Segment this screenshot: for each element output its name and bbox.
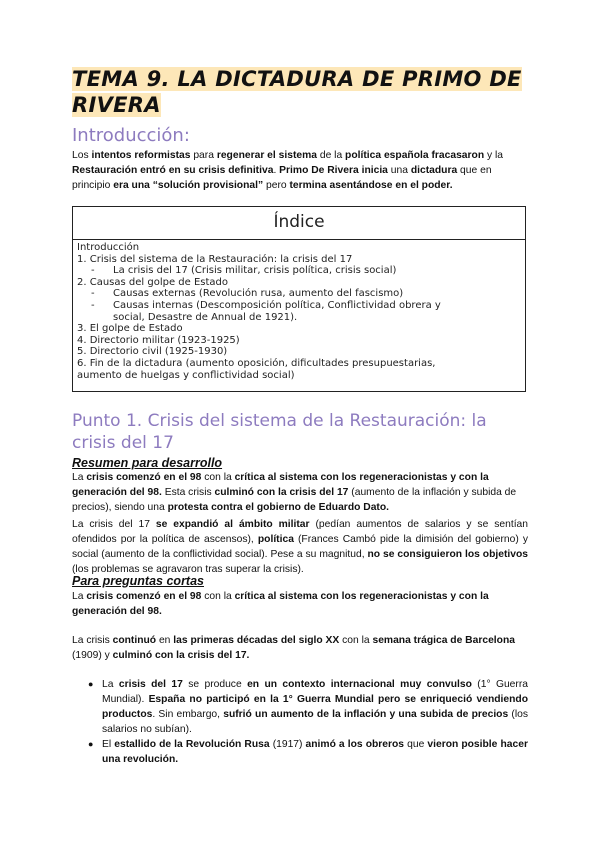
text-run: termina asentándose en el poder. <box>289 180 453 191</box>
text-run: La <box>72 591 87 602</box>
index-item-text: 1. Crisis del sistema de la Restauración: la crisis del 17 <box>77 253 353 265</box>
text-run: animó a los obreros <box>305 739 405 750</box>
bullet-item-2 <box>88 737 528 767</box>
index-item-text: 4. Directorio militar (1923-1925) <box>77 334 240 346</box>
bullet-item-1 <box>88 677 528 737</box>
text-run: (pedían aumentos de salarios y se sentían ofendidos por la política de ascensos), <box>72 519 529 545</box>
text-run: crisis comenzó en el 98 <box>86 591 202 602</box>
text-run: Los <box>72 150 92 161</box>
index-item-text: 6. Fin de la dictadura (aumento oposición, dificultades presupuestarias, <box>77 357 436 369</box>
index-title: Índice <box>273 212 325 232</box>
short-paragraph-2 <box>72 633 528 663</box>
dash-icon: - <box>91 299 95 311</box>
index-item-text: Causas internas (Descomposición política, Conflictividad obrera y <box>113 299 441 311</box>
intro-paragraph <box>72 148 532 193</box>
index-item-text: La crisis del 17 (Crisis militar, crisis política, crisis social) <box>113 265 397 277</box>
text-run: crítica al sistema con los regeneracionistas y con la generación del 98. <box>72 472 489 498</box>
text-run: . Sin embargo, <box>152 709 224 720</box>
text-run: Esta crisis <box>161 487 215 498</box>
summary-paragraph-1 <box>72 470 528 515</box>
short-paragraph-1 <box>72 589 528 619</box>
index-divider <box>73 239 525 240</box>
text-run: (1° Guerra Mundial). <box>102 679 528 705</box>
bullet-dot-icon: ● <box>88 739 94 749</box>
text-run: las primeras décadas del siglo XX <box>173 635 340 646</box>
text-run: política española fracasaron <box>345 150 485 161</box>
text-run: La crisis <box>72 635 113 646</box>
bullet-text-1 <box>102 679 528 735</box>
text-run: política <box>257 534 294 545</box>
index-item-text: Causas externas (Revolución rusa, aumento del fascismo) <box>113 288 404 300</box>
text-run: continuó <box>112 635 157 646</box>
summary-heading: Resumen para desarrollo <box>72 456 223 470</box>
index-box <box>72 206 526 392</box>
text-run: regenerar el sistema <box>216 150 317 161</box>
index-item <box>77 242 519 254</box>
text-run: con la <box>201 472 235 483</box>
index-item <box>77 370 519 382</box>
text-run: crisis comenzó en el 98 <box>86 472 202 483</box>
text-run: se expandió al ámbito militar <box>155 519 310 530</box>
index-item <box>77 277 519 289</box>
text-run: España no participó en la 1° Guerra Mundial pero se enriqueció vendiendo productos <box>102 694 528 720</box>
text-run: (los salarios no subían). <box>102 709 529 735</box>
text-run: (Frances Cambó pide la dimisión del gobierno) y social (aumento de la conflictividad social). Pese a su magnitud, <box>72 534 528 560</box>
text-run: y la <box>484 150 503 161</box>
text-run: La <box>72 472 87 483</box>
index-item <box>77 335 519 347</box>
text-run: El <box>102 739 115 750</box>
text-run: . <box>273 165 280 176</box>
text-run: sufrió un aumento de la inflación y una subida de precios <box>223 709 509 720</box>
text-run: La crisis del 17 <box>72 519 156 530</box>
text-run: intentos reformistas <box>91 150 191 161</box>
text-run: La <box>102 679 119 690</box>
index-item-text: aumento de huelgas y conflictividad social) <box>77 369 295 381</box>
text-run: (aumento de la inflación y subida de precios), siendo una <box>72 487 517 513</box>
text-run: crisis del 17 <box>118 679 183 690</box>
dash-icon: - <box>91 288 95 300</box>
text-run: crítica al sistema con los regeneracionistas y con la generación del 98. <box>72 591 489 617</box>
index-item-text: 5. Directorio civil (1925-1930) <box>77 346 228 358</box>
text-run: dictadura <box>410 165 458 176</box>
index-item <box>77 288 519 300</box>
bullet-text-2 <box>102 739 528 765</box>
text-run: vieron posible hacer una revolución. <box>102 739 528 765</box>
text-run: en un contexto internacional muy convulso <box>247 679 472 690</box>
bullet-dot-icon: ● <box>88 679 94 689</box>
summary-paragraph-2 <box>72 517 528 577</box>
text-run: semana trágica de Barcelona <box>372 635 515 646</box>
text-run: en <box>156 635 174 646</box>
index-item-text: 2. Causas del golpe de Estado <box>77 276 228 288</box>
index-item <box>77 323 519 335</box>
short-questions-heading: Para preguntas cortas <box>72 574 204 588</box>
index-item <box>77 254 519 266</box>
index-item <box>77 346 519 358</box>
text-run: que <box>404 739 428 750</box>
text-run: (1917) <box>269 739 306 750</box>
text-run: no se consiguieron los objetivos <box>367 549 528 560</box>
text-run: con la <box>339 635 373 646</box>
text-run: Primo De Rivera inicia <box>279 165 388 176</box>
text-run: (1909) y <box>72 650 113 661</box>
text-run: una <box>387 165 411 176</box>
text-run: se produce <box>182 679 248 690</box>
index-item <box>77 265 519 277</box>
index-item <box>77 358 519 370</box>
intro-heading: Introducción: <box>72 125 190 146</box>
bullet-list <box>88 677 528 767</box>
index-item <box>77 300 519 312</box>
index-item <box>77 312 519 324</box>
index-item-text: Introducción <box>77 242 140 253</box>
text-run: para <box>190 150 217 161</box>
text-run: culminó con la crisis del 17 <box>214 487 349 498</box>
text-run: pero <box>263 180 290 191</box>
text-run: con la <box>201 591 235 602</box>
index-list <box>77 242 519 381</box>
text-run: protesta contra el gobierno de Eduardo Dato. <box>167 502 390 513</box>
title-line-2: RIVERA <box>72 93 161 117</box>
section-1-heading: Punto 1. Crisis del sistema de la Restauración: la crisis del 17 <box>72 411 487 453</box>
text-run: que en principio <box>72 165 492 191</box>
index-item-text: social, Desastre de Annual de 1921). <box>113 311 298 323</box>
title-line-1: TEMA 9. LA DICTADURA DE PRIMO DE <box>72 67 522 91</box>
text-run: estallido de la Revolución Rusa <box>114 739 270 750</box>
text-run: culminó con la crisis del 17. <box>112 650 250 661</box>
text-run: (los problemas se agravaron tras superar la crisis). <box>72 564 304 575</box>
text-run: era una “solución provisional” <box>113 180 264 191</box>
text-run: de la <box>316 150 346 161</box>
text-run: Restauración entró en su crisis definitiva <box>72 165 274 176</box>
index-item-text: 3. El golpe de Estado <box>77 323 183 335</box>
dash-icon: - <box>91 265 95 277</box>
document-title <box>72 66 542 118</box>
